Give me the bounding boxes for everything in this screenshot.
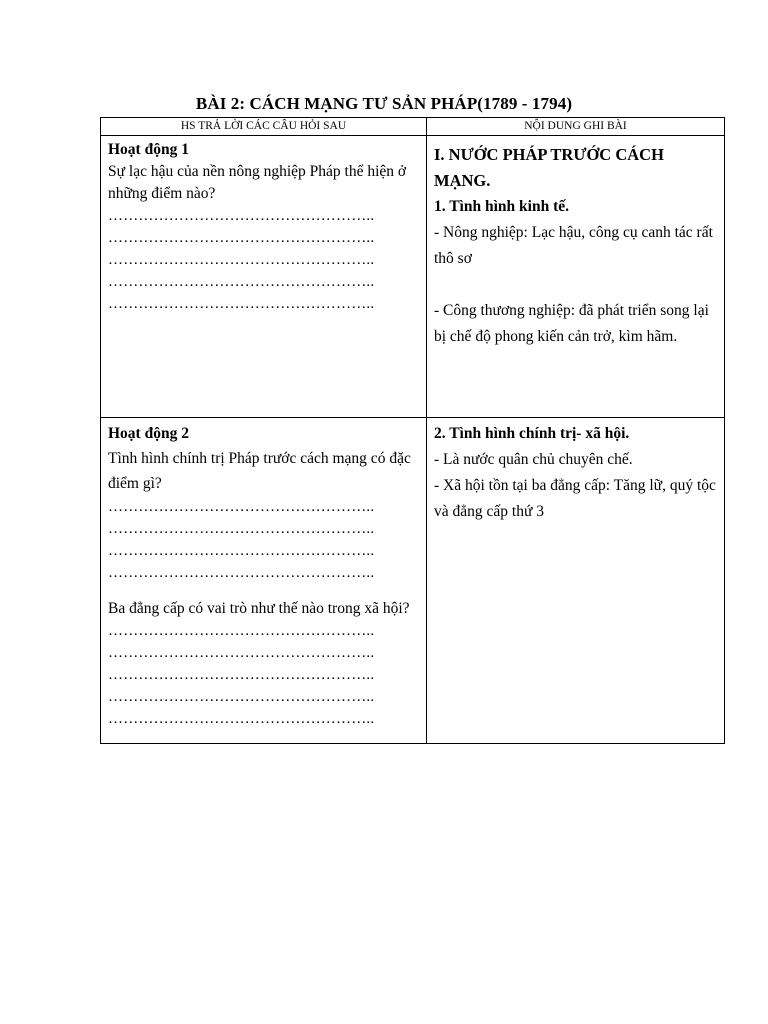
subsection-politics-society: 2. Tình hình chính trị- xã hội. bbox=[434, 425, 630, 442]
notes-2-cell bbox=[427, 418, 725, 744]
activity-2-question-1: Tình hình chính trị Pháp trước cách mạng có đặc điểm gì? bbox=[108, 450, 411, 492]
header-left: HS TRẢ LỜI CÁC CÂU HỎI SAU bbox=[101, 118, 427, 136]
answer-line[interactable]: …………………………………………….. bbox=[108, 565, 375, 581]
answer-line[interactable]: …………………………………………….. bbox=[108, 543, 375, 559]
page-title: BÀI 2: CÁCH MẠNG TƯ SẢN PHÁP(1789 - 1794) bbox=[195, 94, 573, 113]
activity-2-question-2: Ba đẳng cấp có vai trò như thế nào trong xã hội? bbox=[108, 600, 410, 617]
answer-line[interactable]: …………………………………………….. bbox=[108, 623, 375, 639]
table-row bbox=[101, 418, 725, 744]
worksheet-table bbox=[100, 117, 725, 744]
answer-line[interactable]: …………………………………………….. bbox=[108, 252, 375, 268]
activity-2-title: Hoạt động 2 bbox=[108, 425, 189, 442]
subsection-economy: 1. Tình hình kinh tế. bbox=[434, 198, 569, 215]
activity-1-question: Sự lạc hậu của nền nông nghiệp Pháp thể hiện ở những điểm nào? bbox=[108, 163, 407, 202]
notes-1-cell bbox=[427, 136, 725, 418]
note-three-estates: - Xã hội tồn tại ba đẳng cấp: Tăng lữ, quý tộc và đẳng cấp thứ 3 bbox=[434, 477, 716, 520]
answer-line[interactable]: …………………………………………….. bbox=[108, 499, 375, 515]
answer-line[interactable]: …………………………………………….. bbox=[108, 689, 375, 705]
note-agriculture: - Nông nghiệp: Lạc hậu, công cụ canh tác rất thô sơ bbox=[434, 224, 713, 267]
table-header-row bbox=[101, 118, 725, 136]
note-industry-commerce: - Công thương nghiệp: đã phát triển song lại bị chế độ phong kiến cản trở, kìm hãm. bbox=[434, 302, 709, 345]
answer-line[interactable]: …………………………………………….. bbox=[108, 667, 375, 683]
header-right: NỘI DUNG GHI BÀI bbox=[427, 118, 725, 136]
answer-line[interactable]: …………………………………………….. bbox=[108, 711, 375, 727]
activity-2-cell bbox=[101, 418, 427, 744]
section-heading: I. NƯỚC PHÁP TRƯỚC CÁCH MẠNG. bbox=[434, 145, 664, 190]
answer-line[interactable]: …………………………………………….. bbox=[108, 274, 375, 290]
activity-1-title: Hoạt động 1 bbox=[108, 141, 189, 158]
activity-1-cell bbox=[101, 136, 427, 418]
answer-line[interactable]: …………………………………………….. bbox=[108, 296, 375, 312]
table-row bbox=[101, 136, 725, 418]
answer-line[interactable]: …………………………………………….. bbox=[108, 208, 375, 224]
answer-line[interactable]: …………………………………………….. bbox=[108, 645, 375, 661]
answer-line[interactable]: …………………………………………….. bbox=[108, 521, 375, 537]
note-monarchy: - Là nước quân chủ chuyên chế. bbox=[434, 451, 633, 468]
answer-line[interactable]: …………………………………………….. bbox=[108, 230, 375, 246]
